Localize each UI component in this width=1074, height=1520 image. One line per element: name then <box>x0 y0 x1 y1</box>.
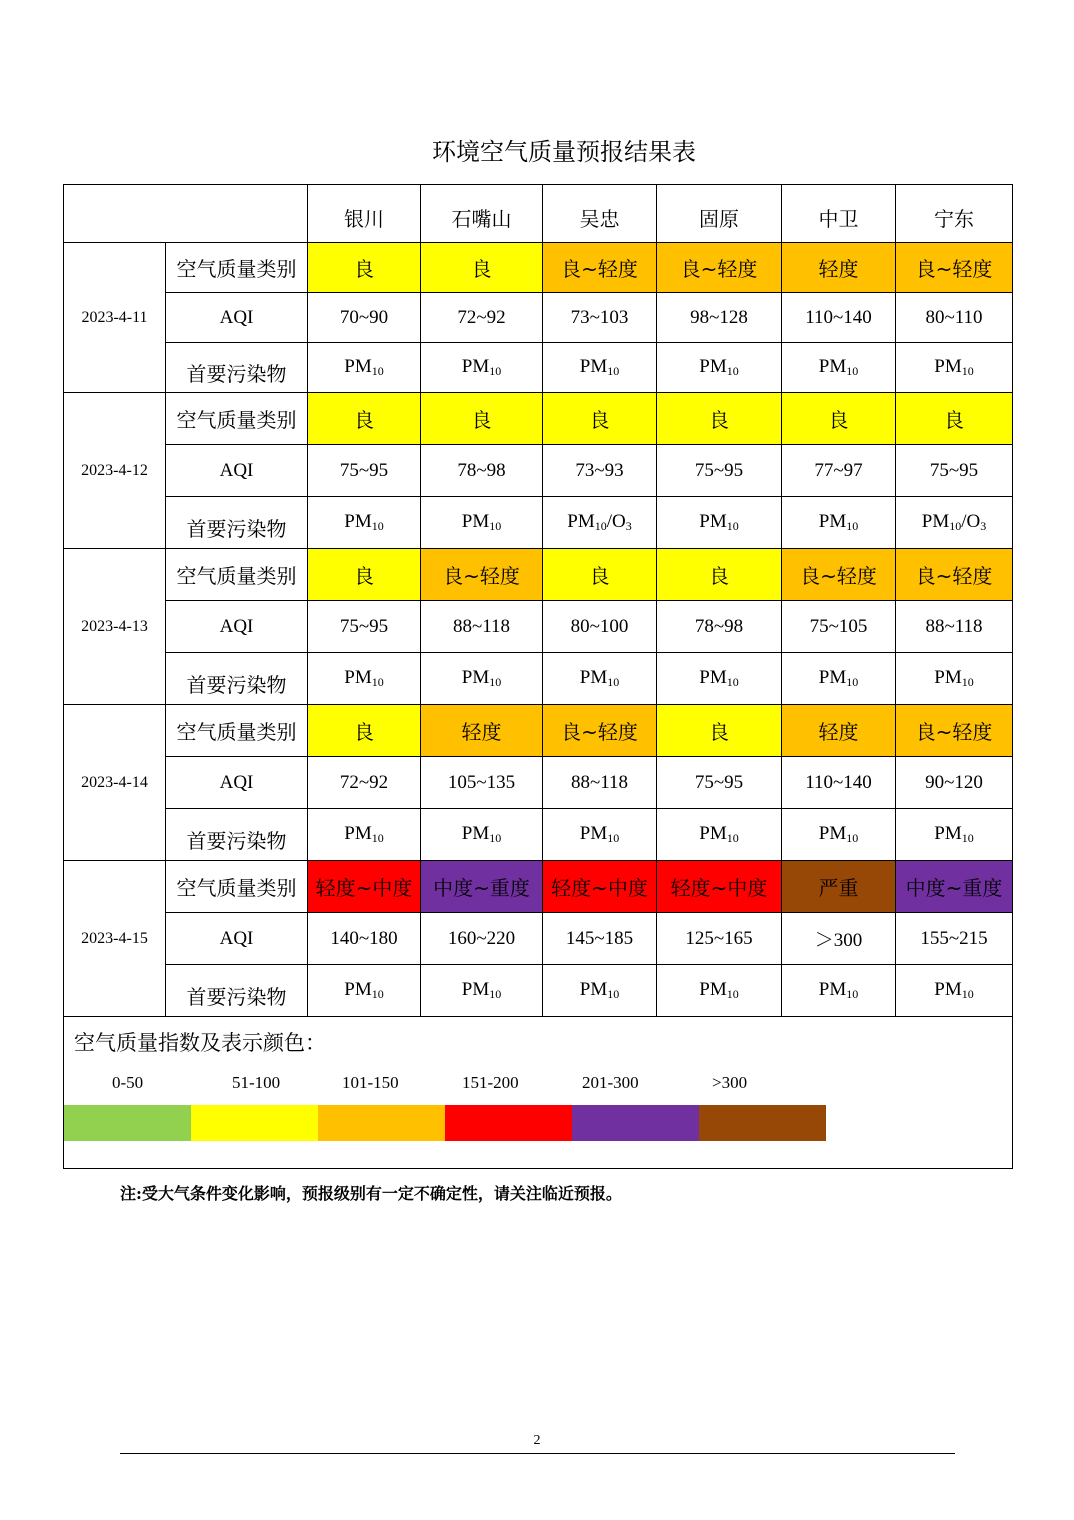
category-cell: 良~轻度 <box>543 243 657 293</box>
city-header: 吴忠 <box>543 185 657 243</box>
row-label-category: 空气质量类别 <box>166 705 308 757</box>
aqi-cell: 75~105 <box>782 601 896 653</box>
aqi-cell: 110~140 <box>782 293 896 343</box>
category-cell: 良 <box>543 549 657 601</box>
row-label-aqi: AQI <box>166 913 308 965</box>
forecast-table-body <box>64 185 1013 1169</box>
pollutant-cell: $PM_{10}$ <box>308 809 421 861</box>
pollutant-row <box>64 497 1013 549</box>
aqi-cell: 88~118 <box>896 601 1013 653</box>
category-row <box>64 861 1013 913</box>
category-cell: 良~轻度 <box>421 549 543 601</box>
aqi-cell: 78~98 <box>657 601 782 653</box>
aqi-cell: 75~95 <box>308 601 421 653</box>
page-title: 环境空气质量预报结果表 <box>432 138 696 166</box>
pollutant-cell: $PM_{10}$ <box>657 653 782 705</box>
aqi-cell: 80~110 <box>896 293 1013 343</box>
legend-color-swatch <box>64 1105 191 1141</box>
row-label-category: 空气质量类别 <box>166 243 308 293</box>
pollutant-cell: $PM_{10}$ <box>896 343 1013 393</box>
pollutant-cell: $PM_{10}$ <box>657 497 782 549</box>
date-cell: 2023-4-12 <box>64 393 166 549</box>
pollutant-cell: $PM_{10}/O_3$ <box>543 497 657 549</box>
footer-rule <box>120 1453 955 1454</box>
aqi-cell: 70~90 <box>308 293 421 343</box>
forecast-note: 注:受大气条件变化影响，预报级别有一定不确定性，请关注临近预报。 <box>120 1184 622 1203</box>
category-cell: 良~轻度 <box>657 243 782 293</box>
row-label-category: 空气质量类别 <box>166 549 308 601</box>
pollutant-cell: $PM_{10}$ <box>308 653 421 705</box>
pollutant-cell: $PM_{10}$ <box>421 653 543 705</box>
category-cell: 良 <box>657 549 782 601</box>
category-cell: 良 <box>308 549 421 601</box>
aqi-row <box>64 913 1013 965</box>
pollutant-row <box>64 653 1013 705</box>
category-cell: 轻度 <box>782 705 896 757</box>
aqi-cell: ＞300 <box>782 913 896 965</box>
pollutant-cell: $PM_{10}$ <box>421 343 543 393</box>
aqi-row <box>64 757 1013 809</box>
row-label-category: 空气质量类别 <box>166 393 308 445</box>
aqi-cell: 88~118 <box>543 757 657 809</box>
aqi-cell: 75~95 <box>657 445 782 497</box>
category-cell: 轻度 <box>421 705 543 757</box>
category-cell: 轻度~中度 <box>543 861 657 913</box>
category-cell: 良 <box>308 393 421 445</box>
pollutant-cell: $PM_{10}$ <box>782 653 896 705</box>
pollutant-cell: $PM_{10}$ <box>896 965 1013 1017</box>
header-corner <box>64 185 308 243</box>
row-label-pollutant: 首要污染物 <box>166 653 308 705</box>
pollutant-cell: $PM_{10}$ <box>308 343 421 393</box>
row-label-aqi: AQI <box>166 601 308 653</box>
aqi-cell: 88~118 <box>421 601 543 653</box>
legend-color-swatch <box>191 1105 318 1141</box>
aqi-cell: 105~135 <box>421 757 543 809</box>
pollutant-cell: $PM_{10}$ <box>657 809 782 861</box>
row-label-category: 空气质量类别 <box>166 861 308 913</box>
pollutant-cell: $PM_{10}$ <box>657 343 782 393</box>
category-cell: 良 <box>308 243 421 293</box>
city-header: 石嘴山 <box>421 185 543 243</box>
aqi-row <box>64 601 1013 653</box>
aqi-cell: 75~95 <box>657 757 782 809</box>
aqi-cell: 110~140 <box>782 757 896 809</box>
pollutant-cell: $PM_{10}$ <box>782 343 896 393</box>
pollutant-cell: $PM_{10}$ <box>308 497 421 549</box>
legend-color-swatch <box>699 1105 826 1141</box>
row-label-aqi: AQI <box>166 757 308 809</box>
pollutant-cell: $PM_{10}$ <box>543 965 657 1017</box>
category-row <box>64 393 1013 445</box>
pollutant-cell: $PM_{10}$ <box>543 653 657 705</box>
date-cell: 2023-4-11 <box>64 243 166 393</box>
category-cell: 良~轻度 <box>896 549 1013 601</box>
page-number: 2 <box>533 1433 541 1448</box>
legend-color-swatch <box>318 1105 445 1141</box>
pollutant-cell: $PM_{10}$ <box>543 343 657 393</box>
legend-row <box>64 1017 1013 1169</box>
pollutant-cell: $PM_{10}$ <box>782 497 896 549</box>
aqi-row <box>64 293 1013 343</box>
category-cell: 良~轻度 <box>896 243 1013 293</box>
date-cell: 2023-4-15 <box>64 861 166 1017</box>
category-cell: 良 <box>782 393 896 445</box>
aqi-cell: 155~215 <box>896 913 1013 965</box>
legend-color-swatch <box>445 1105 572 1141</box>
row-label-aqi: AQI <box>166 445 308 497</box>
pollutant-cell: $PM_{10}$ <box>421 965 543 1017</box>
aqi-cell: 98~128 <box>657 293 782 343</box>
pollutant-cell: $PM_{10}$ <box>308 965 421 1017</box>
header-row <box>64 185 1013 243</box>
city-header: 中卫 <box>782 185 896 243</box>
pollutant-cell: $PM_{10}$ <box>782 809 896 861</box>
aqi-cell: 145~185 <box>543 913 657 965</box>
category-cell: 良 <box>657 393 782 445</box>
legend-range-label: 201-300 <box>582 1073 639 1092</box>
category-cell: 良 <box>543 393 657 445</box>
category-cell: 良 <box>896 393 1013 445</box>
pollutant-cell: $PM_{10}$ <box>896 653 1013 705</box>
pollutant-cell: $PM_{10}/O_3$ <box>896 497 1013 549</box>
pollutant-cell: $PM_{10}$ <box>543 809 657 861</box>
aqi-cell: 73~103 <box>543 293 657 343</box>
pollutant-row <box>64 965 1013 1017</box>
category-cell: 轻度 <box>782 243 896 293</box>
row-label-pollutant: 首要污染物 <box>166 497 308 549</box>
aqi-cell: 160~220 <box>421 913 543 965</box>
pollutant-cell: $PM_{10}$ <box>657 965 782 1017</box>
row-label-pollutant: 首要污染物 <box>166 343 308 393</box>
category-cell: 轻度~中度 <box>308 861 421 913</box>
date-cell: 2023-4-13 <box>64 549 166 705</box>
legend-range-label: 151-200 <box>462 1073 519 1092</box>
aqi-cell: 73~93 <box>543 445 657 497</box>
pollutant-cell: $PM_{10}$ <box>421 497 543 549</box>
category-cell: 良 <box>657 705 782 757</box>
forecast-table <box>63 184 1013 1169</box>
row-label-pollutant: 首要污染物 <box>166 809 308 861</box>
aqi-cell: 80~100 <box>543 601 657 653</box>
aqi-cell: 140~180 <box>308 913 421 965</box>
aqi-cell: 72~92 <box>421 293 543 343</box>
category-cell: 良 <box>308 705 421 757</box>
category-cell: 严重 <box>782 861 896 913</box>
aqi-cell: 72~92 <box>308 757 421 809</box>
legend-range-label: >300 <box>712 1073 748 1092</box>
aqi-cell: 75~95 <box>896 445 1013 497</box>
pollutant-cell: $PM_{10}$ <box>782 965 896 1017</box>
row-label-aqi: AQI <box>166 293 308 343</box>
aqi-cell: 125~165 <box>657 913 782 965</box>
aqi-cell: 78~98 <box>421 445 543 497</box>
legend-range-label: 0-50 <box>112 1073 144 1092</box>
pollutant-cell: $PM_{10}$ <box>896 809 1013 861</box>
pollutant-cell: $PM_{10}$ <box>421 809 543 861</box>
category-cell: 良 <box>421 243 543 293</box>
pollutant-row <box>64 343 1013 393</box>
legend-title: 空气质量指数及表示颜色： <box>74 1031 326 1055</box>
legend-range-label: 101-150 <box>342 1073 399 1092</box>
aqi-cell: 75~95 <box>308 445 421 497</box>
city-header: 银川 <box>308 185 421 243</box>
aqi-cell: 77~97 <box>782 445 896 497</box>
city-header: 宁东 <box>896 185 1013 243</box>
category-cell: 良~轻度 <box>543 705 657 757</box>
aqi-cell: 90~120 <box>896 757 1013 809</box>
category-row <box>64 705 1013 757</box>
category-cell: 良~轻度 <box>782 549 896 601</box>
row-label-pollutant: 首要污染物 <box>166 965 308 1017</box>
date-cell: 2023-4-14 <box>64 705 166 861</box>
category-cell: 轻度~中度 <box>657 861 782 913</box>
category-cell: 良 <box>421 393 543 445</box>
legend <box>64 1017 1013 1169</box>
category-cell: 中度~重度 <box>421 861 543 913</box>
category-row <box>64 243 1013 293</box>
legend-color-swatch <box>572 1105 699 1141</box>
aqi-row <box>64 445 1013 497</box>
legend-range-label: 51-100 <box>232 1073 281 1092</box>
pollutant-row <box>64 809 1013 861</box>
category-row <box>64 549 1013 601</box>
category-cell: 良~轻度 <box>896 705 1013 757</box>
category-cell: 中度~重度 <box>896 861 1013 913</box>
city-header: 固原 <box>657 185 782 243</box>
